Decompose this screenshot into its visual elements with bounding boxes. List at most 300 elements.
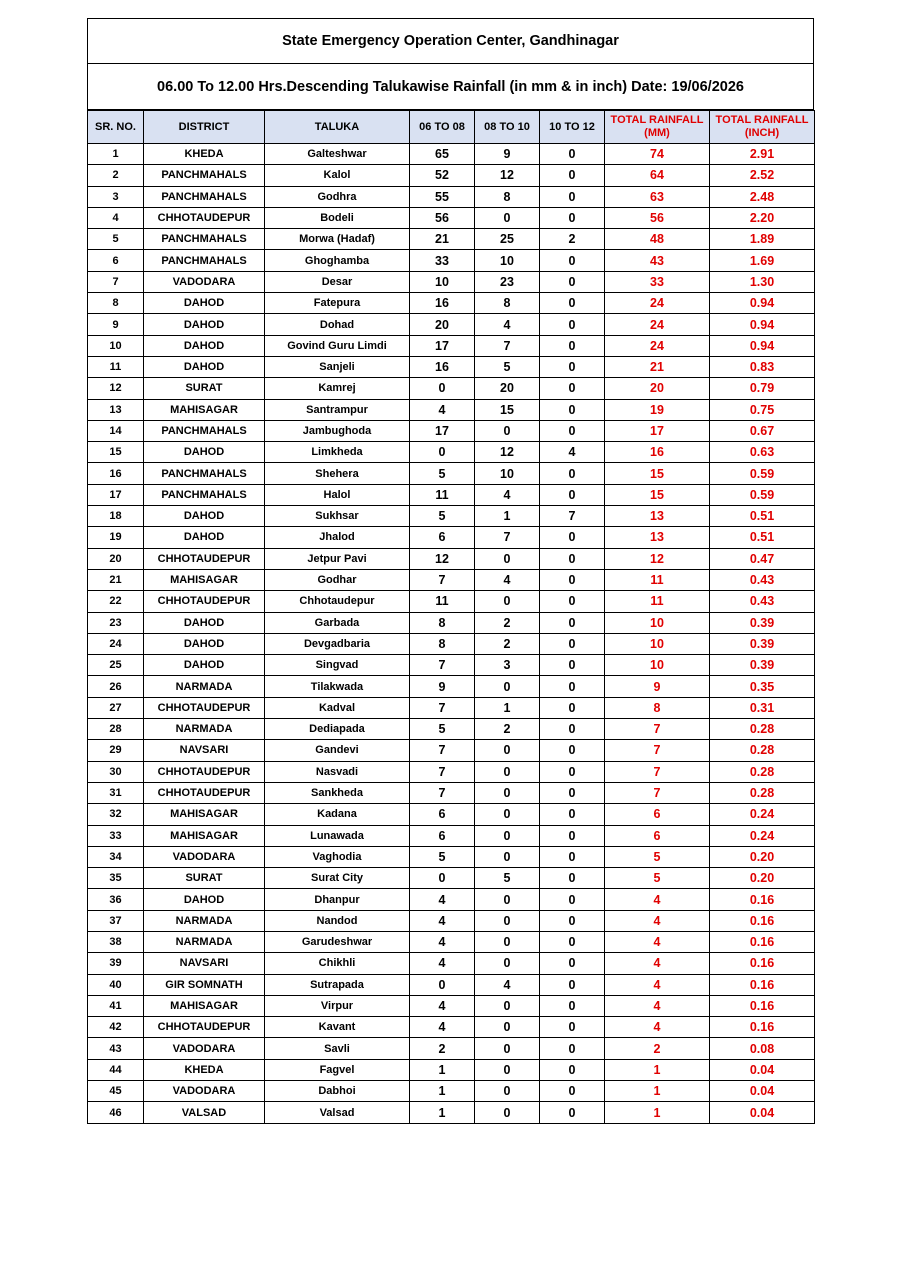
rain-06-08-cell: 4 <box>410 1017 475 1038</box>
rain-08-10-cell: 10 <box>475 463 540 484</box>
district-cell: CHHOTAUDEPUR <box>144 697 265 718</box>
rain-10-12-cell: 0 <box>540 974 605 995</box>
rain-06-08-cell: 55 <box>410 186 475 207</box>
total-mm-cell: 74 <box>605 144 710 165</box>
table-row <box>88 655 815 676</box>
rain-06-08-cell: 5 <box>410 506 475 527</box>
sr-no-cell: 38 <box>88 931 144 952</box>
total-mm-cell: 7 <box>605 761 710 782</box>
taluka-cell: Singvad <box>265 655 410 676</box>
total-mm-cell: 24 <box>605 293 710 314</box>
district-cell: CHHOTAUDEPUR <box>144 782 265 803</box>
table-row <box>88 825 815 846</box>
table-row <box>88 910 815 931</box>
total-mm-cell: 6 <box>605 825 710 846</box>
sr-no-cell: 27 <box>88 697 144 718</box>
sr-no-cell: 43 <box>88 1038 144 1059</box>
total-inch-cell: 0.47 <box>710 548 815 569</box>
taluka-cell: Kalol <box>265 165 410 186</box>
sr-no-cell: 32 <box>88 804 144 825</box>
table-row <box>88 548 815 569</box>
rain-08-10-cell: 12 <box>475 442 540 463</box>
total-mm-cell: 56 <box>605 207 710 228</box>
total-mm-cell: 4 <box>605 889 710 910</box>
table-row <box>88 314 815 335</box>
rain-06-08-cell: 8 <box>410 612 475 633</box>
total-inch-cell: 0.16 <box>710 995 815 1016</box>
taluka-cell: Jhalod <box>265 527 410 548</box>
rain-08-10-cell: 4 <box>475 314 540 335</box>
district-cell: PANCHMAHALS <box>144 229 265 250</box>
col-header-district: DISTRICT <box>144 111 265 144</box>
rain-10-12-cell: 0 <box>540 378 605 399</box>
rain-06-08-cell: 7 <box>410 697 475 718</box>
district-cell: DAHOD <box>144 314 265 335</box>
taluka-cell: Sutrapada <box>265 974 410 995</box>
total-inch-cell: 0.16 <box>710 1017 815 1038</box>
sr-no-cell: 25 <box>88 655 144 676</box>
district-cell: DAHOD <box>144 293 265 314</box>
table-row <box>88 293 815 314</box>
rain-08-10-cell: 7 <box>475 335 540 356</box>
rain-10-12-cell: 0 <box>540 186 605 207</box>
table-row <box>88 229 815 250</box>
rain-10-12-cell: 0 <box>540 953 605 974</box>
table-row <box>88 974 815 995</box>
table-body <box>88 144 815 1124</box>
taluka-cell: Ghoghamba <box>265 250 410 271</box>
rain-06-08-cell: 7 <box>410 740 475 761</box>
rain-10-12-cell: 0 <box>540 399 605 420</box>
table-row <box>88 931 815 952</box>
rain-10-12-cell: 0 <box>540 995 605 1016</box>
sr-no-cell: 34 <box>88 846 144 867</box>
taluka-cell: Sankheda <box>265 782 410 803</box>
rain-08-10-cell: 8 <box>475 293 540 314</box>
total-mm-cell: 13 <box>605 506 710 527</box>
taluka-cell: Morwa (Hadaf) <box>265 229 410 250</box>
rain-10-12-cell: 0 <box>540 655 605 676</box>
district-cell: PANCHMAHALS <box>144 484 265 505</box>
rain-10-12-cell: 0 <box>540 633 605 654</box>
taluka-cell: Gandevi <box>265 740 410 761</box>
rain-06-08-cell: 1 <box>410 1102 475 1123</box>
total-inch-cell: 0.16 <box>710 889 815 910</box>
rain-06-08-cell: 11 <box>410 591 475 612</box>
rain-06-08-cell: 6 <box>410 527 475 548</box>
table-row <box>88 1081 815 1102</box>
rain-08-10-cell: 20 <box>475 378 540 399</box>
total-mm-cell: 43 <box>605 250 710 271</box>
district-cell: DAHOD <box>144 655 265 676</box>
rain-10-12-cell: 0 <box>540 271 605 292</box>
total-mm-cell: 4 <box>605 910 710 931</box>
total-mm-cell: 24 <box>605 314 710 335</box>
rain-08-10-cell: 0 <box>475 825 540 846</box>
rain-10-12-cell: 0 <box>540 463 605 484</box>
rain-08-10-cell: 7 <box>475 527 540 548</box>
district-cell: VADODARA <box>144 1038 265 1059</box>
district-cell: MAHISAGAR <box>144 995 265 1016</box>
rain-10-12-cell: 0 <box>540 740 605 761</box>
total-inch-cell: 0.43 <box>710 591 815 612</box>
sr-no-cell: 24 <box>88 633 144 654</box>
district-cell: CHHOTAUDEPUR <box>144 761 265 782</box>
rain-08-10-cell: 3 <box>475 655 540 676</box>
total-inch-cell: 2.52 <box>710 165 815 186</box>
sr-no-cell: 39 <box>88 953 144 974</box>
total-mm-cell: 5 <box>605 846 710 867</box>
rain-06-08-cell: 0 <box>410 868 475 889</box>
rain-06-08-cell: 6 <box>410 804 475 825</box>
rain-10-12-cell: 0 <box>540 207 605 228</box>
table-row <box>88 846 815 867</box>
rain-06-08-cell: 7 <box>410 761 475 782</box>
taluka-cell: Surat City <box>265 868 410 889</box>
table-header-row <box>88 111 815 144</box>
total-inch-cell: 0.31 <box>710 697 815 718</box>
rain-10-12-cell: 0 <box>540 612 605 633</box>
taluka-cell: Limkheda <box>265 442 410 463</box>
district-cell: MAHISAGAR <box>144 569 265 590</box>
sr-no-cell: 45 <box>88 1081 144 1102</box>
taluka-cell: Godhra <box>265 186 410 207</box>
total-mm-cell: 64 <box>605 165 710 186</box>
rain-08-10-cell: 4 <box>475 974 540 995</box>
district-cell: CHHOTAUDEPUR <box>144 591 265 612</box>
taluka-cell: Shehera <box>265 463 410 484</box>
taluka-cell: Kadval <box>265 697 410 718</box>
rainfall-table <box>87 110 815 1124</box>
rain-08-10-cell: 0 <box>475 1038 540 1059</box>
total-inch-cell: 0.94 <box>710 335 815 356</box>
total-mm-cell: 19 <box>605 399 710 420</box>
sr-no-cell: 31 <box>88 782 144 803</box>
total-mm-cell: 20 <box>605 378 710 399</box>
sr-no-cell: 42 <box>88 1017 144 1038</box>
rain-06-08-cell: 4 <box>410 399 475 420</box>
sr-no-cell: 8 <box>88 293 144 314</box>
rain-08-10-cell: 9 <box>475 144 540 165</box>
table-row <box>88 165 815 186</box>
rain-10-12-cell: 7 <box>540 506 605 527</box>
sr-no-cell: 29 <box>88 740 144 761</box>
total-inch-cell: 0.08 <box>710 1038 815 1059</box>
rain-08-10-cell: 10 <box>475 250 540 271</box>
total-inch-cell: 0.28 <box>710 740 815 761</box>
sr-no-cell: 21 <box>88 569 144 590</box>
total-inch-cell: 0.43 <box>710 569 815 590</box>
rain-06-08-cell: 4 <box>410 995 475 1016</box>
taluka-cell: Halol <box>265 484 410 505</box>
rain-10-12-cell: 0 <box>540 548 605 569</box>
taluka-cell: Dabhoi <box>265 1081 410 1102</box>
total-inch-cell: 0.51 <box>710 527 815 548</box>
rain-08-10-cell: 4 <box>475 484 540 505</box>
rain-10-12-cell: 0 <box>540 719 605 740</box>
rain-10-12-cell: 0 <box>540 782 605 803</box>
rain-10-12-cell: 0 <box>540 356 605 377</box>
taluka-cell: Kamrej <box>265 378 410 399</box>
rain-06-08-cell: 11 <box>410 484 475 505</box>
sr-no-cell: 4 <box>88 207 144 228</box>
rain-06-08-cell: 10 <box>410 271 475 292</box>
sr-no-cell: 11 <box>88 356 144 377</box>
district-cell: PANCHMAHALS <box>144 420 265 441</box>
rain-08-10-cell: 0 <box>475 910 540 931</box>
taluka-cell: Vaghodia <box>265 846 410 867</box>
rain-06-08-cell: 5 <box>410 719 475 740</box>
table-row <box>88 740 815 761</box>
total-inch-cell: 0.59 <box>710 484 815 505</box>
total-inch-cell: 0.79 <box>710 378 815 399</box>
taluka-cell: Nandod <box>265 910 410 931</box>
taluka-cell: Santrampur <box>265 399 410 420</box>
taluka-cell: Devgadbaria <box>265 633 410 654</box>
total-mm-cell: 13 <box>605 527 710 548</box>
rain-10-12-cell: 0 <box>540 825 605 846</box>
total-mm-cell: 5 <box>605 868 710 889</box>
total-inch-cell: 0.28 <box>710 719 815 740</box>
rain-08-10-cell: 0 <box>475 1017 540 1038</box>
table-row <box>88 335 815 356</box>
rain-06-08-cell: 8 <box>410 633 475 654</box>
total-mm-cell: 10 <box>605 633 710 654</box>
table-row <box>88 250 815 271</box>
district-cell: MAHISAGAR <box>144 804 265 825</box>
total-mm-cell: 11 <box>605 591 710 612</box>
total-mm-cell: 11 <box>605 569 710 590</box>
col-header-total-inch: TOTAL RAINFALL (INCH) <box>710 111 815 144</box>
table-row <box>88 527 815 548</box>
district-cell: PANCHMAHALS <box>144 250 265 271</box>
district-cell: NARMADA <box>144 931 265 952</box>
total-inch-cell: 0.16 <box>710 953 815 974</box>
col-header-total-mm: TOTAL RAINFALL (MM) <box>605 111 710 144</box>
sr-no-cell: 16 <box>88 463 144 484</box>
sr-no-cell: 22 <box>88 591 144 612</box>
total-inch-cell: 0.16 <box>710 974 815 995</box>
district-cell: CHHOTAUDEPUR <box>144 548 265 569</box>
rain-08-10-cell: 25 <box>475 229 540 250</box>
rain-06-08-cell: 4 <box>410 931 475 952</box>
rain-08-10-cell: 2 <box>475 719 540 740</box>
total-inch-cell: 1.30 <box>710 271 815 292</box>
col-header-taluka: TALUKA <box>265 111 410 144</box>
rain-10-12-cell: 0 <box>540 804 605 825</box>
table-row <box>88 207 815 228</box>
district-cell: GIR SOMNATH <box>144 974 265 995</box>
table-row <box>88 633 815 654</box>
rain-06-08-cell: 7 <box>410 569 475 590</box>
district-cell: MAHISAGAR <box>144 825 265 846</box>
rain-06-08-cell: 2 <box>410 1038 475 1059</box>
rain-10-12-cell: 0 <box>540 591 605 612</box>
sr-no-cell: 15 <box>88 442 144 463</box>
table-row <box>88 995 815 1016</box>
total-mm-cell: 9 <box>605 676 710 697</box>
taluka-cell: Dhanpur <box>265 889 410 910</box>
taluka-cell: Valsad <box>265 1102 410 1123</box>
total-inch-cell: 0.39 <box>710 655 815 676</box>
rain-08-10-cell: 1 <box>475 506 540 527</box>
table-row <box>88 804 815 825</box>
table-row <box>88 506 815 527</box>
total-inch-cell: 0.39 <box>710 612 815 633</box>
rain-06-08-cell: 9 <box>410 676 475 697</box>
rain-08-10-cell: 0 <box>475 953 540 974</box>
total-mm-cell: 4 <box>605 1017 710 1038</box>
rain-10-12-cell: 0 <box>540 314 605 335</box>
rain-06-08-cell: 16 <box>410 356 475 377</box>
rain-08-10-cell: 0 <box>475 995 540 1016</box>
table-row <box>88 889 815 910</box>
rain-06-08-cell: 17 <box>410 335 475 356</box>
table-row <box>88 442 815 463</box>
table-row <box>88 484 815 505</box>
rain-10-12-cell: 0 <box>540 420 605 441</box>
taluka-cell: Dediapada <box>265 719 410 740</box>
sr-no-cell: 36 <box>88 889 144 910</box>
table-row <box>88 761 815 782</box>
taluka-cell: Chikhli <box>265 953 410 974</box>
rain-08-10-cell: 0 <box>475 761 540 782</box>
rain-10-12-cell: 4 <box>540 442 605 463</box>
district-cell: VADODARA <box>144 271 265 292</box>
district-cell: VALSAD <box>144 1102 265 1123</box>
rain-06-08-cell: 0 <box>410 378 475 399</box>
total-mm-cell: 2 <box>605 1038 710 1059</box>
total-mm-cell: 4 <box>605 995 710 1016</box>
table-row <box>88 591 815 612</box>
rain-10-12-cell: 0 <box>540 484 605 505</box>
total-inch-cell: 1.69 <box>710 250 815 271</box>
total-inch-cell: 0.63 <box>710 442 815 463</box>
district-cell: NARMADA <box>144 910 265 931</box>
district-cell: DAHOD <box>144 889 265 910</box>
taluka-cell: Kadana <box>265 804 410 825</box>
district-cell: MAHISAGAR <box>144 399 265 420</box>
rain-08-10-cell: 0 <box>475 207 540 228</box>
sr-no-cell: 9 <box>88 314 144 335</box>
total-mm-cell: 1 <box>605 1081 710 1102</box>
district-cell: CHHOTAUDEPUR <box>144 1017 265 1038</box>
sr-no-cell: 44 <box>88 1059 144 1080</box>
table-row <box>88 719 815 740</box>
table-row <box>88 953 815 974</box>
total-mm-cell: 24 <box>605 335 710 356</box>
rain-06-08-cell: 1 <box>410 1059 475 1080</box>
taluka-cell: Fatepura <box>265 293 410 314</box>
rain-10-12-cell: 0 <box>540 676 605 697</box>
sr-no-cell: 17 <box>88 484 144 505</box>
rain-06-08-cell: 4 <box>410 953 475 974</box>
rain-06-08-cell: 56 <box>410 207 475 228</box>
total-mm-cell: 21 <box>605 356 710 377</box>
total-inch-cell: 2.20 <box>710 207 815 228</box>
rain-10-12-cell: 0 <box>540 1017 605 1038</box>
total-inch-cell: 0.04 <box>710 1059 815 1080</box>
rain-08-10-cell: 12 <box>475 165 540 186</box>
total-inch-cell: 0.28 <box>710 782 815 803</box>
rain-10-12-cell: 2 <box>540 229 605 250</box>
total-inch-cell: 0.59 <box>710 463 815 484</box>
total-mm-cell: 10 <box>605 612 710 633</box>
table-row <box>88 1017 815 1038</box>
table-row <box>88 1038 815 1059</box>
rain-08-10-cell: 0 <box>475 1081 540 1102</box>
rain-10-12-cell: 0 <box>540 910 605 931</box>
total-mm-cell: 12 <box>605 548 710 569</box>
district-cell: NAVSARI <box>144 740 265 761</box>
total-mm-cell: 15 <box>605 463 710 484</box>
district-cell: SURAT <box>144 378 265 399</box>
total-mm-cell: 4 <box>605 931 710 952</box>
district-cell: DAHOD <box>144 506 265 527</box>
table-row <box>88 144 815 165</box>
rain-06-08-cell: 65 <box>410 144 475 165</box>
district-cell: NARMADA <box>144 719 265 740</box>
rain-06-08-cell: 12 <box>410 548 475 569</box>
rain-06-08-cell: 4 <box>410 889 475 910</box>
rain-08-10-cell: 0 <box>475 1102 540 1123</box>
sr-no-cell: 20 <box>88 548 144 569</box>
total-mm-cell: 15 <box>605 484 710 505</box>
rain-08-10-cell: 23 <box>475 271 540 292</box>
taluka-cell: Fagvel <box>265 1059 410 1080</box>
rain-08-10-cell: 0 <box>475 676 540 697</box>
table-row <box>88 676 815 697</box>
taluka-cell: Virpur <box>265 995 410 1016</box>
report-title: State Emergency Operation Center, Gandhinagar <box>87 18 814 64</box>
taluka-cell: Savli <box>265 1038 410 1059</box>
rain-10-12-cell: 0 <box>540 144 605 165</box>
rain-08-10-cell: 0 <box>475 548 540 569</box>
report-subtitle: 06.00 To 12.00 Hrs.Descending Talukawise Rainfall (in mm & in inch) Date: 19/06/2026 <box>87 64 814 110</box>
col-header-06-to-08: 06 TO 08 <box>410 111 475 144</box>
sr-no-cell: 18 <box>88 506 144 527</box>
total-inch-cell: 1.89 <box>710 229 815 250</box>
sr-no-cell: 28 <box>88 719 144 740</box>
table-row <box>88 1059 815 1080</box>
rain-08-10-cell: 0 <box>475 591 540 612</box>
sr-no-cell: 33 <box>88 825 144 846</box>
sr-no-cell: 10 <box>88 335 144 356</box>
sr-no-cell: 6 <box>88 250 144 271</box>
rain-08-10-cell: 5 <box>475 868 540 889</box>
rain-08-10-cell: 5 <box>475 356 540 377</box>
sr-no-cell: 40 <box>88 974 144 995</box>
district-cell: CHHOTAUDEPUR <box>144 207 265 228</box>
total-inch-cell: 0.24 <box>710 804 815 825</box>
total-mm-cell: 4 <box>605 974 710 995</box>
district-cell: DAHOD <box>144 633 265 654</box>
total-inch-cell: 0.16 <box>710 931 815 952</box>
rain-08-10-cell: 15 <box>475 399 540 420</box>
district-cell: DAHOD <box>144 612 265 633</box>
rain-10-12-cell: 0 <box>540 165 605 186</box>
rain-06-08-cell: 0 <box>410 442 475 463</box>
rain-10-12-cell: 0 <box>540 1059 605 1080</box>
total-mm-cell: 48 <box>605 229 710 250</box>
rain-08-10-cell: 2 <box>475 612 540 633</box>
total-inch-cell: 0.04 <box>710 1081 815 1102</box>
district-cell: VADODARA <box>144 1081 265 1102</box>
sr-no-cell: 1 <box>88 144 144 165</box>
table-row <box>88 868 815 889</box>
total-inch-cell: 0.94 <box>710 293 815 314</box>
total-mm-cell: 17 <box>605 420 710 441</box>
